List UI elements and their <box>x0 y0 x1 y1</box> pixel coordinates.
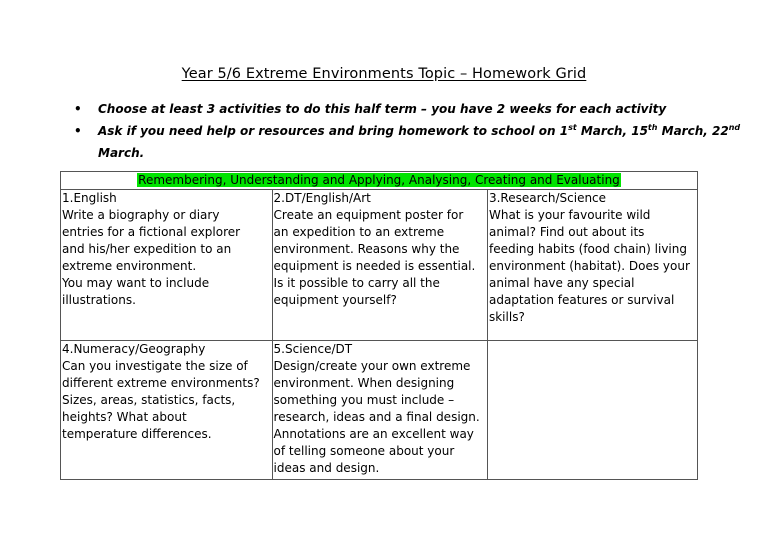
activity-text-line: something you must include – <box>273 393 455 407</box>
grid-header-row <box>61 172 698 190</box>
activity-text-line: different extreme environments? <box>62 376 260 390</box>
activity-cell-empty <box>487 341 697 480</box>
ordinal-suffix: th <box>647 123 658 132</box>
activity-text-line: extreme environment. <box>62 259 197 273</box>
instruction-item <box>74 120 754 164</box>
activity-text-line: equipment is needed is essential. <box>273 259 476 273</box>
bullet-icon: • <box>74 124 82 138</box>
instruction-text: March. <box>98 146 145 160</box>
bullet-icon: • <box>74 102 82 116</box>
grid-header <box>61 172 698 190</box>
activity-text-line: adaptation features or survival <box>488 293 675 307</box>
activity-heading: 3.Research/Science <box>488 191 607 205</box>
activity-text-line: environment. When designing <box>273 376 455 390</box>
activity-cell-dt-english-art <box>272 190 487 341</box>
activity-text-line: Can you investigate the size of <box>62 359 248 373</box>
activity-text-line: Create an equipment poster for <box>273 208 464 222</box>
instructions-list <box>74 98 754 164</box>
grid-row <box>61 190 698 341</box>
activity-text-line: equipment yourself? <box>273 293 397 307</box>
activity-text-line: heights? What about <box>62 410 187 424</box>
activity-text-line: ideas and design. <box>273 461 380 475</box>
title-text: Year 5/6 Extreme Environments Topic – Homework Grid <box>181 66 587 82</box>
activity-text-line: You may want to include <box>62 276 210 290</box>
activity-cell-science-dt <box>272 341 487 480</box>
activity-text-line: environment. Reasons why the <box>273 242 460 256</box>
grid-header-text: Remembering, Understanding and Applying, Analysing, Creating and Evaluating <box>138 173 620 187</box>
activity-text-line: Write a biography or diary <box>62 208 220 222</box>
activity-text-line: environment (habitat). Does your <box>488 259 690 273</box>
page-title <box>0 66 768 82</box>
activity-text-line: illustrations. <box>62 293 136 307</box>
activity-text-line: temperature differences. <box>62 427 212 441</box>
activity-text-line: animal have any special <box>488 276 635 290</box>
homework-grid <box>60 171 698 480</box>
activity-text-line: Is it possible to carry all the <box>273 276 440 290</box>
instruction-text: March, 22 <box>657 124 729 138</box>
activity-text-line: Design/create your own extreme <box>273 359 471 373</box>
ordinal-suffix: nd <box>728 123 741 132</box>
activity-text-line: What is your favourite wild <box>488 208 651 222</box>
activity-text-line: Annotations are an excellent way <box>273 427 474 441</box>
activity-text-line: skills? <box>488 310 525 324</box>
instruction-text: Choose at least 3 activities to do this half term – you have 2 weeks for each activity <box>98 102 667 116</box>
activity-text-line: feeding habits (food chain) living <box>488 242 687 256</box>
activity-text-line: of telling someone about your <box>273 444 455 458</box>
grid-row <box>61 341 698 480</box>
instruction-text: Ask if you need help or resources and bring homework to school on 1 <box>98 124 569 138</box>
activity-heading: 2.DT/English/Art <box>273 191 371 205</box>
activity-text-line: an expedition to an extreme <box>273 225 445 239</box>
activity-heading: 1.English <box>62 191 117 205</box>
activity-heading: 4.Numeracy/Geography <box>62 342 206 356</box>
activity-text-line: entries for a fictional explorer <box>62 225 241 239</box>
activity-text-line: research, ideas and a final design. <box>273 410 480 424</box>
activity-heading: 5.Science/DT <box>273 342 353 356</box>
activity-text-line: and his/her expedition to an <box>62 242 232 256</box>
activity-cell-numeracy-geography <box>61 341 273 480</box>
instruction-item <box>74 98 754 120</box>
activity-cell-english <box>61 190 273 341</box>
activity-text-line: animal? Find out about its <box>488 225 645 239</box>
activity-text-line: Sizes, areas, statistics, facts, <box>62 393 236 407</box>
instruction-text: March, 15 <box>576 124 648 138</box>
ordinal-suffix: st <box>568 123 577 132</box>
activity-cell-research-science <box>487 190 697 341</box>
